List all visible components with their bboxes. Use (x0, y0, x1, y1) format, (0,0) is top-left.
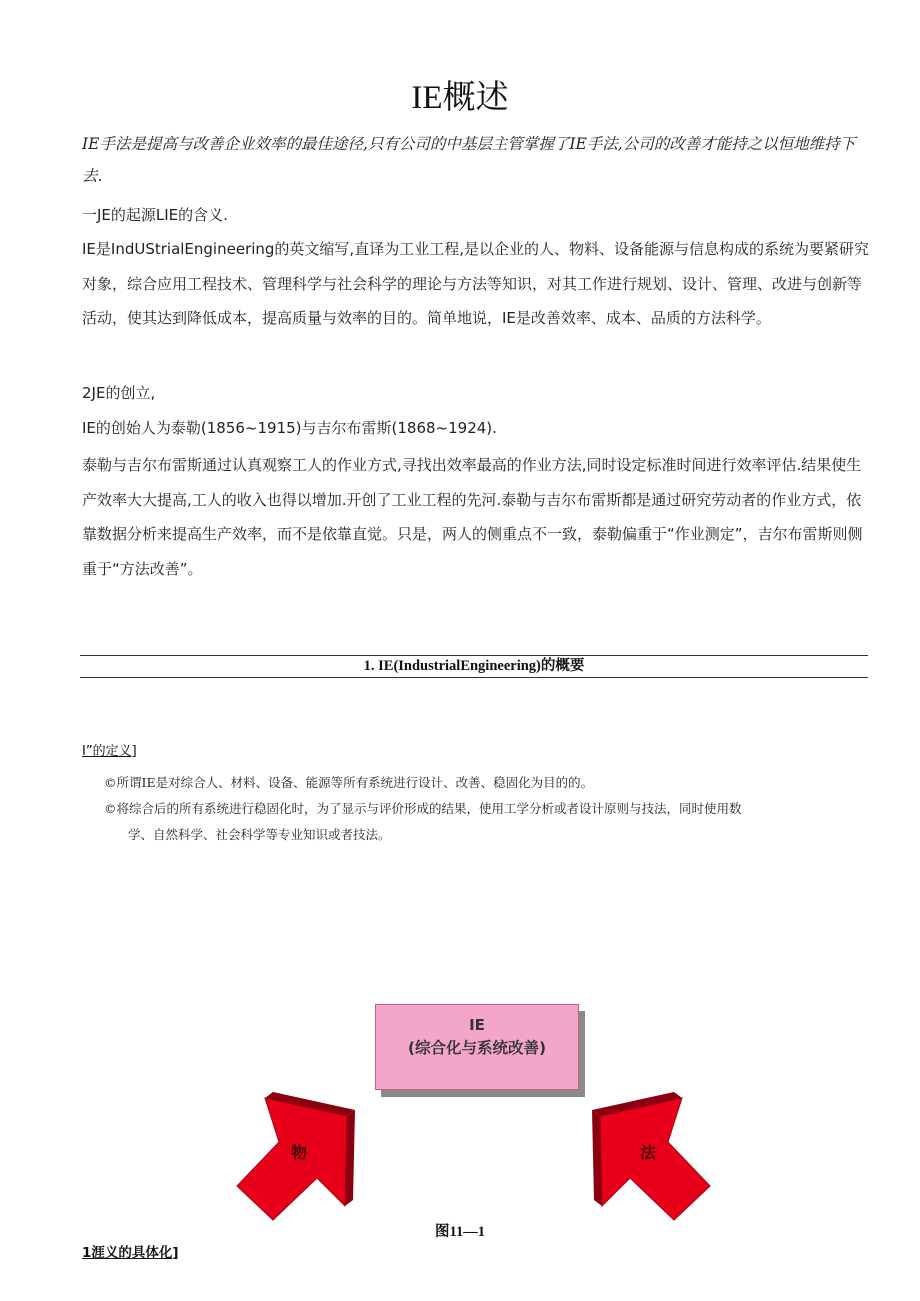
ie-box-title: IE (469, 1016, 485, 1034)
section1-heading: 一JE的起源LIE的含义. (82, 206, 228, 224)
right-arrow-label: 法 (639, 1143, 657, 1162)
section2-heading: 2JE的创立, (82, 384, 156, 402)
page-title: IE概述 (411, 80, 509, 116)
right-arrow-diagram (582, 1090, 722, 1225)
intro-paragraph: IE手法是提高与改善企业效率的最佳途径,只有公司的中基层主管掌握了IE手法,公司的改善才能持之以恒地维持下去. (82, 135, 856, 185)
left-arrow-diagram (225, 1090, 365, 1225)
section2-founders: IE的创始人为泰勒(1856~1915)与吉尔布雷斯(1868~1924). (82, 419, 497, 437)
definition-bullet-2-cont: 学、自然科学、社会科学等专业知识或者技法。 (128, 827, 391, 842)
left-arrow-label: 物 (290, 1143, 308, 1162)
definition-label: I”的定义] (82, 744, 137, 759)
overview-heading: 1. IE(IndustrialEngineering)的概要 (80, 655, 868, 678)
ie-box-subtitle: (综合化与系统改善) (407, 1039, 547, 1057)
next-section-label: 1涯义的具体化] (82, 1245, 179, 1261)
figure-caption: 图11—1 (435, 1224, 485, 1240)
section1-paragraph: IE是IndUStrialEngineering的英文缩写,直译为工业工程,是以企业的人、物料、设备能源与信息构成的系统为要紧研究对象，综合应用工程技术、管理科学与社会科学的理论与方法等知识，对其工作进行规划、设计、管理、改进与创新等活动，使其达到降低成本，提高质量与效率的目的。简单地说，IE是改善效率、成本、品质的方法科学。 (82, 240, 869, 327)
definition-bullet-1: ©所谓IE是对综合人、材料、设备、能源等所有系统进行设计、改善、稳固化为目的的。 (104, 775, 594, 790)
definition-bullet-2: ©将综合后的所有系统进行稳固化时，为了显示与评价形成的结果，使用工学分析或者设计原则与技法，同时使用数 (104, 801, 742, 816)
ie-diagram-box (375, 1004, 579, 1090)
section2-paragraph: 泰勒与吉尔布雷斯通过认真观察工人的作业方式,寻找出效率最高的作业方法,同时设定标准时间进行效率评估.结果使生产效率大大提高,工人的收入也得以增加.开创了工业工程的先河.泰勒与吉尔布雷斯都是通过研究劳动者的作业方式，依靠数据分析来提高生产效率，而不是依靠直觉。只是，两人的侧重点不一致，泰勒偏重于“作业测定”，吉尔布雷斯则侧重于“方法改善”。 (82, 456, 863, 578)
